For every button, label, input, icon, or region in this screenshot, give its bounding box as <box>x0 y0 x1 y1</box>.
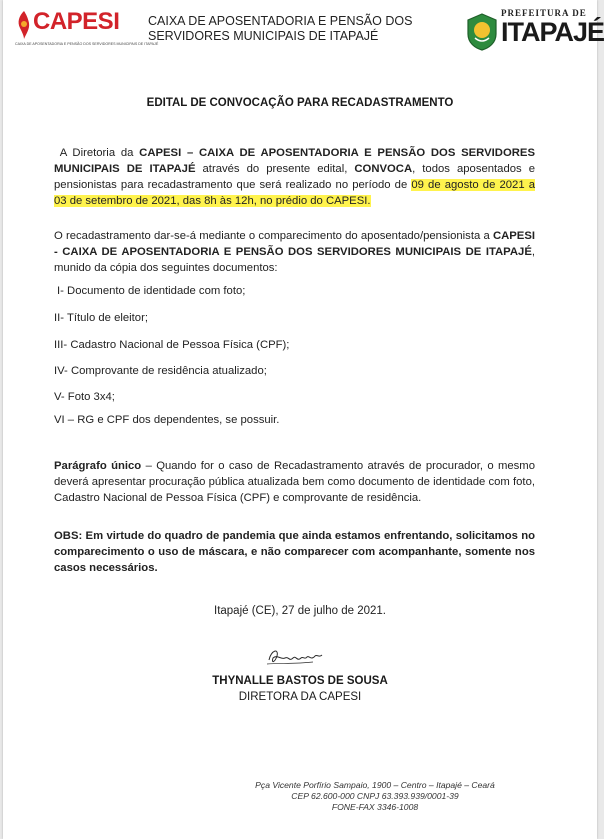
obs-paragraph: OBS: Em virtude do quadro de pandemia que ainda estamos enfrentando, solicitamos no comparecimento o uso de máscara, e não comparecer com acompanhante, somente nos casos necessários. <box>54 530 535 574</box>
list-item: I- Documento de identidade com foto; <box>57 285 246 297</box>
p3-text: – Quando for o caso de Recadastramento através de procurador, o mesmo deverá apresentar procuração pública atualizada bem como documento de identidade com foto, Cadastro Nacional de Pessoa Física (CPF) e comprovante de residência. <box>54 460 535 504</box>
p1-period-highlight: 09 de agosto de 2021 a 03 de setembro de 2021, das 8h às 12h, no prédio do CAPESI. <box>54 179 535 207</box>
list-item: III- Cadastro Nacional de Pessoa Física (CPF); <box>54 339 290 351</box>
date-line: Itapajé (CE), 27 de julho de 2021. <box>214 605 386 617</box>
paragrafo-unico <box>54 458 535 506</box>
p3-label: Parágrafo único <box>54 460 142 472</box>
prefeitura-label: PREFEITURA DE <box>501 8 587 18</box>
capesi-logo-text: CAPESI <box>33 8 120 35</box>
p1-convoca: CONVOCA <box>354 163 413 175</box>
footer-line2: CEP 62.600-000 CNPJ 63.393.939/0001-39 <box>291 791 459 801</box>
document-title: EDITAL DE CONVOCAÇÃO PARA RECADASTRAMENTO <box>146 97 454 109</box>
list-item: IV- Comprovante de residência atualizado; <box>54 365 267 377</box>
prefeitura-logo <box>465 6 604 56</box>
capesi-logo-subtitle: CAIXA DE APOSENTADORIA E PENSÃO DOS SERVIDORES MUNICIPAIS DE ITAPAJÉ <box>15 42 159 46</box>
p1-institution: CAPESI – CAIXA DE APOSENTADORIA E PENSÃO DOS SERVIDORES MUNICIPAIS DE ITAPAJÉ <box>54 147 535 175</box>
p2-text-a: O recadastramento dar-se-á mediante o comparecimento do aposentado/pensionista a <box>54 230 493 242</box>
list-item: V- Foto 3x4; <box>54 391 115 403</box>
signer-name: THYNALLE BASTOS DE SOUSA <box>212 675 388 687</box>
prefeitura-crest-icon <box>465 12 499 52</box>
p2-institution: CAPESI - CAIXA DE APOSENTADORIA E PENSÃO DOS SERVIDORES MUNICIPAIS DE ITAPAJÉ <box>54 230 535 258</box>
capesi-logo <box>15 8 159 54</box>
list-item: II- Título de eleitor; <box>54 312 148 324</box>
recadastramento-paragraph <box>54 228 535 276</box>
institution-title-line2: SERVIDORES MUNICIPAIS DE ITAPAJÉ <box>148 29 379 43</box>
signer-role: DIRETORA DA CAPESI <box>238 691 362 703</box>
letterhead <box>15 6 604 58</box>
footer-line3: FONE-FAX 3346-1008 <box>331 802 419 812</box>
p1-text-a: A Diretoria da <box>59 147 140 159</box>
p1-text-e: , todos aposentados e pensionistas para recadastramento que será realizado no período de <box>54 163 535 191</box>
p1-text-c: através do presente edital, <box>195 163 355 175</box>
document-page <box>3 0 604 839</box>
capesi-emblem-icon <box>15 10 33 40</box>
institution-title <box>148 14 438 44</box>
handwritten-signature <box>265 646 325 670</box>
footer-line1: Pça Vicente Porfírio Sampaio, 1900 – Centro – Itapajé – Ceará <box>255 780 495 790</box>
prefeitura-name: ITAPAJÉ <box>501 17 604 47</box>
list-item: VI – RG e CPF dos dependentes, se possuir. <box>54 414 280 426</box>
p2-text-c: , munido da cópia dos seguintes documentos: <box>54 246 535 274</box>
convocation-paragraph <box>54 145 535 209</box>
footer-address <box>3 780 597 813</box>
institution-title-line1: CAIXA DE APOSENTADORIA E PENSÃO DOS <box>148 14 413 28</box>
